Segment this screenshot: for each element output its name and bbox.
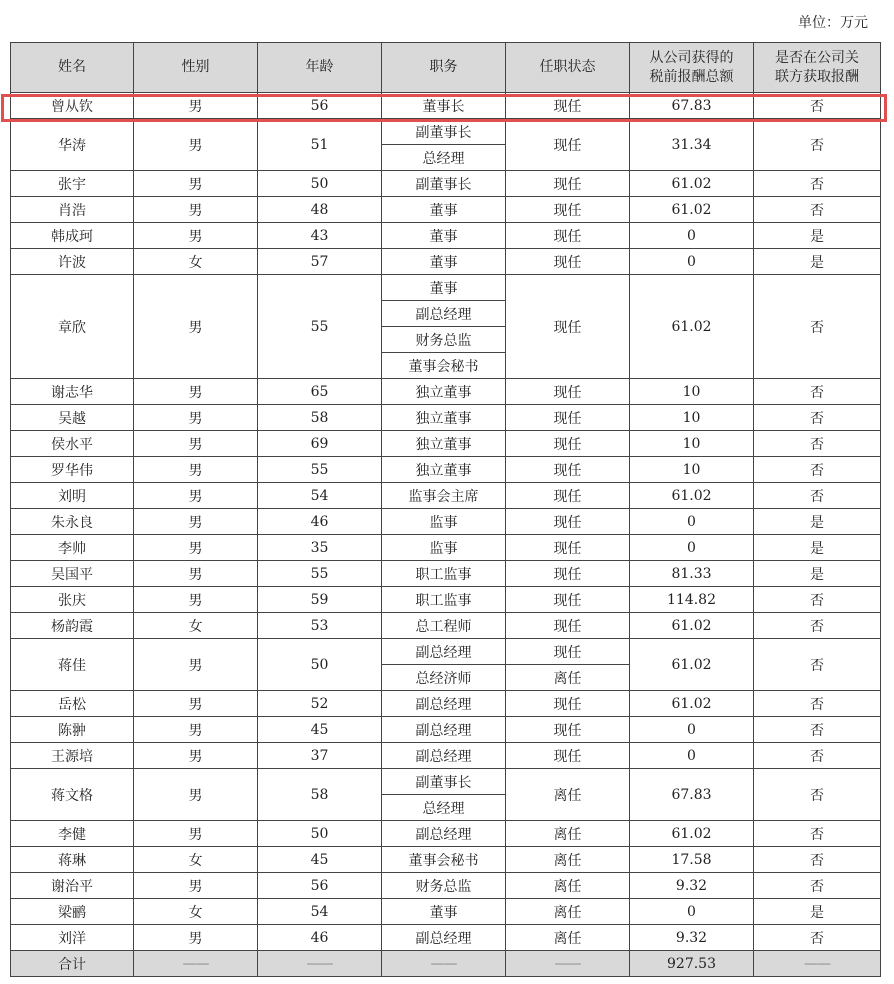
cell-position: 董事会秘书 bbox=[382, 847, 506, 873]
cell-status: 现任 bbox=[506, 457, 630, 483]
cell-status: 现任 bbox=[506, 509, 630, 535]
total-position: —— bbox=[382, 951, 506, 977]
header-position: 职务 bbox=[382, 43, 506, 93]
table-row bbox=[11, 691, 881, 717]
cell-name: 曾从钦 bbox=[11, 93, 134, 119]
table-row bbox=[11, 249, 881, 275]
cell-related: 是 bbox=[754, 249, 881, 275]
cell-name: 许波 bbox=[11, 249, 134, 275]
cell-position: 独立董事 bbox=[382, 457, 506, 483]
cell-name: 谢治平 bbox=[11, 873, 134, 899]
table-row bbox=[11, 119, 881, 145]
cell-gender: 男 bbox=[134, 275, 258, 379]
cell-pay: 61.02 bbox=[630, 483, 754, 509]
cell-related: 是 bbox=[754, 535, 881, 561]
cell-related: 否 bbox=[754, 613, 881, 639]
cell-related: 是 bbox=[754, 509, 881, 535]
cell-gender: 男 bbox=[134, 431, 258, 457]
cell-status: 离任 bbox=[506, 847, 630, 873]
cell-gender: 男 bbox=[134, 743, 258, 769]
cell-gender: 男 bbox=[134, 717, 258, 743]
cell-age: 65 bbox=[258, 379, 382, 405]
cell-pay: 0 bbox=[630, 743, 754, 769]
cell-position: 职工监事 bbox=[382, 561, 506, 587]
cell-status: 现任 bbox=[506, 561, 630, 587]
table-row bbox=[11, 925, 881, 951]
cell-name: 张庆 bbox=[11, 587, 134, 613]
cell-related: 否 bbox=[754, 925, 881, 951]
cell-related: 否 bbox=[754, 405, 881, 431]
cell-gender: 男 bbox=[134, 223, 258, 249]
header-name: 姓名 bbox=[11, 43, 134, 93]
cell-position: 董事 bbox=[382, 899, 506, 925]
cell-name: 罗华伟 bbox=[11, 457, 134, 483]
table-row bbox=[11, 535, 881, 561]
cell-status: 现任 bbox=[506, 691, 630, 717]
cell-position: 董事 bbox=[382, 249, 506, 275]
header-related-line2: 联方获取报酬 bbox=[775, 68, 859, 85]
cell-pay: 31.34 bbox=[630, 119, 754, 171]
cell-pay: 0 bbox=[630, 717, 754, 743]
cell-related: 是 bbox=[754, 561, 881, 587]
cell-pay: 61.02 bbox=[630, 275, 754, 379]
table-row bbox=[11, 717, 881, 743]
cell-status: 离任 bbox=[506, 769, 630, 821]
total-gender: —— bbox=[134, 951, 258, 977]
header-age: 年龄 bbox=[258, 43, 382, 93]
cell-position: 总经理 bbox=[382, 145, 506, 171]
cell-related: 否 bbox=[754, 119, 881, 171]
cell-position: 监事 bbox=[382, 535, 506, 561]
unit-label: 单位：万元 bbox=[798, 15, 868, 31]
cell-position: 副总经理 bbox=[382, 743, 506, 769]
cell-gender: 男 bbox=[134, 93, 258, 119]
cell-gender: 男 bbox=[134, 561, 258, 587]
table-row bbox=[11, 483, 881, 509]
cell-name: 谢志华 bbox=[11, 379, 134, 405]
cell-status: 现任 bbox=[506, 639, 630, 665]
cell-gender: 女 bbox=[134, 847, 258, 873]
cell-status: 现任 bbox=[506, 379, 630, 405]
table-row bbox=[11, 171, 881, 197]
cell-gender: 女 bbox=[134, 613, 258, 639]
cell-age: 57 bbox=[258, 249, 382, 275]
cell-gender: 男 bbox=[134, 379, 258, 405]
cell-position: 财务总监 bbox=[382, 327, 506, 353]
cell-pay: 61.02 bbox=[630, 171, 754, 197]
cell-position: 副总经理 bbox=[382, 717, 506, 743]
cell-gender: 男 bbox=[134, 535, 258, 561]
table-row bbox=[11, 275, 881, 301]
cell-position: 总经济师 bbox=[382, 665, 506, 691]
cell-name: 肖浩 bbox=[11, 197, 134, 223]
cell-status: 离任 bbox=[506, 925, 630, 951]
cell-position: 副总经理 bbox=[382, 821, 506, 847]
cell-related: 否 bbox=[754, 483, 881, 509]
total-label: 合计 bbox=[11, 951, 134, 977]
cell-age: 37 bbox=[258, 743, 382, 769]
cell-age: 46 bbox=[258, 925, 382, 951]
cell-gender: 男 bbox=[134, 639, 258, 691]
cell-age: 59 bbox=[258, 587, 382, 613]
cell-age: 43 bbox=[258, 223, 382, 249]
cell-gender: 男 bbox=[134, 925, 258, 951]
cell-pay: 61.02 bbox=[630, 613, 754, 639]
cell-name: 王源培 bbox=[11, 743, 134, 769]
cell-age: 55 bbox=[258, 275, 382, 379]
cell-pay: 61.02 bbox=[630, 197, 754, 223]
cell-related: 否 bbox=[754, 821, 881, 847]
cell-pay: 61.02 bbox=[630, 821, 754, 847]
cell-related: 否 bbox=[754, 873, 881, 899]
cell-position: 总经理 bbox=[382, 795, 506, 821]
cell-age: 45 bbox=[258, 717, 382, 743]
cell-pay: 10 bbox=[630, 457, 754, 483]
cell-position: 副董事长 bbox=[382, 119, 506, 145]
cell-name: 杨韵霞 bbox=[11, 613, 134, 639]
cell-gender: 男 bbox=[134, 873, 258, 899]
header-related-line1: 是否在公司关 bbox=[775, 49, 859, 66]
table-row bbox=[11, 899, 881, 925]
cell-name: 梁鹂 bbox=[11, 899, 134, 925]
cell-gender: 男 bbox=[134, 197, 258, 223]
cell-gender: 男 bbox=[134, 171, 258, 197]
cell-related: 否 bbox=[754, 93, 881, 119]
cell-position: 独立董事 bbox=[382, 405, 506, 431]
cell-pay: 114.82 bbox=[630, 587, 754, 613]
cell-position: 董事长 bbox=[382, 93, 506, 119]
table-row bbox=[11, 639, 881, 665]
table-row bbox=[11, 93, 881, 119]
cell-position: 职工监事 bbox=[382, 587, 506, 613]
cell-position: 财务总监 bbox=[382, 873, 506, 899]
cell-status: 现任 bbox=[506, 431, 630, 457]
cell-pay: 0 bbox=[630, 509, 754, 535]
cell-position: 副总经理 bbox=[382, 639, 506, 665]
cell-position: 副董事长 bbox=[382, 769, 506, 795]
table-row bbox=[11, 769, 881, 795]
table-row bbox=[11, 873, 881, 899]
cell-pay: 67.83 bbox=[630, 93, 754, 119]
cell-gender: 男 bbox=[134, 821, 258, 847]
total-related: —— bbox=[754, 951, 881, 977]
cell-pay: 0 bbox=[630, 223, 754, 249]
cell-status: 现任 bbox=[506, 743, 630, 769]
cell-pay: 10 bbox=[630, 431, 754, 457]
cell-status: 现任 bbox=[506, 275, 630, 379]
cell-position: 监事 bbox=[382, 509, 506, 535]
cell-name: 章欣 bbox=[11, 275, 134, 379]
cell-position: 独立董事 bbox=[382, 379, 506, 405]
cell-gender: 男 bbox=[134, 457, 258, 483]
cell-pay: 10 bbox=[630, 405, 754, 431]
cell-related: 否 bbox=[754, 275, 881, 379]
cell-age: 51 bbox=[258, 119, 382, 171]
cell-name: 李健 bbox=[11, 821, 134, 847]
header-gender: 性别 bbox=[134, 43, 258, 93]
total-row bbox=[11, 951, 881, 977]
cell-status: 离任 bbox=[506, 665, 630, 691]
cell-name: 陈翀 bbox=[11, 717, 134, 743]
cell-name: 蒋琳 bbox=[11, 847, 134, 873]
cell-position: 副总经理 bbox=[382, 301, 506, 327]
cell-gender: 男 bbox=[134, 691, 258, 717]
cell-pay: 9.32 bbox=[630, 873, 754, 899]
table-row bbox=[11, 431, 881, 457]
cell-status: 现任 bbox=[506, 483, 630, 509]
table-row bbox=[11, 405, 881, 431]
cell-status: 现任 bbox=[506, 405, 630, 431]
cell-name: 蒋佳 bbox=[11, 639, 134, 691]
table-row bbox=[11, 509, 881, 535]
cell-gender: 男 bbox=[134, 509, 258, 535]
cell-related: 是 bbox=[754, 899, 881, 925]
cell-age: 46 bbox=[258, 509, 382, 535]
cell-related: 否 bbox=[754, 431, 881, 457]
header-pay-line1: 从公司获得的 bbox=[649, 49, 734, 66]
cell-status: 现任 bbox=[506, 223, 630, 249]
cell-position: 独立董事 bbox=[382, 431, 506, 457]
cell-status: 现任 bbox=[506, 197, 630, 223]
cell-related: 否 bbox=[754, 717, 881, 743]
compensation-table bbox=[10, 42, 881, 977]
cell-status: 现任 bbox=[506, 587, 630, 613]
cell-age: 58 bbox=[258, 769, 382, 821]
cell-name: 李帅 bbox=[11, 535, 134, 561]
total-status: —— bbox=[506, 951, 630, 977]
table-row bbox=[11, 223, 881, 249]
cell-status: 现任 bbox=[506, 249, 630, 275]
cell-related: 是 bbox=[754, 223, 881, 249]
cell-related: 否 bbox=[754, 197, 881, 223]
cell-age: 55 bbox=[258, 561, 382, 587]
cell-gender: 男 bbox=[134, 483, 258, 509]
cell-related: 否 bbox=[754, 691, 881, 717]
cell-status: 现任 bbox=[506, 171, 630, 197]
cell-related: 否 bbox=[754, 587, 881, 613]
cell-status: 离任 bbox=[506, 821, 630, 847]
cell-related: 否 bbox=[754, 847, 881, 873]
table-row bbox=[11, 587, 881, 613]
cell-name: 张宇 bbox=[11, 171, 134, 197]
cell-pay: 61.02 bbox=[630, 691, 754, 717]
header-related bbox=[754, 43, 881, 93]
cell-position: 董事 bbox=[382, 275, 506, 301]
cell-position: 董事会秘书 bbox=[382, 353, 506, 379]
cell-gender: 男 bbox=[134, 587, 258, 613]
cell-name: 岳松 bbox=[11, 691, 134, 717]
cell-age: 55 bbox=[258, 457, 382, 483]
cell-age: 50 bbox=[258, 821, 382, 847]
table-row bbox=[11, 613, 881, 639]
table-row bbox=[11, 821, 881, 847]
cell-status: 现任 bbox=[506, 119, 630, 171]
cell-name: 朱永良 bbox=[11, 509, 134, 535]
cell-position: 副总经理 bbox=[382, 691, 506, 717]
total-pay: 927.53 bbox=[630, 951, 754, 977]
cell-name: 蒋文格 bbox=[11, 769, 134, 821]
cell-gender: 男 bbox=[134, 769, 258, 821]
cell-age: 58 bbox=[258, 405, 382, 431]
cell-status: 离任 bbox=[506, 873, 630, 899]
cell-status: 现任 bbox=[506, 93, 630, 119]
cell-age: 56 bbox=[258, 93, 382, 119]
cell-age: 69 bbox=[258, 431, 382, 457]
cell-age: 50 bbox=[258, 171, 382, 197]
table-row bbox=[11, 379, 881, 405]
cell-gender: 男 bbox=[134, 119, 258, 171]
cell-related: 否 bbox=[754, 457, 881, 483]
cell-age: 56 bbox=[258, 873, 382, 899]
table-row bbox=[11, 847, 881, 873]
cell-name: 刘明 bbox=[11, 483, 134, 509]
table-row bbox=[11, 743, 881, 769]
cell-age: 35 bbox=[258, 535, 382, 561]
cell-position: 副董事长 bbox=[382, 171, 506, 197]
cell-gender: 男 bbox=[134, 405, 258, 431]
cell-position: 董事 bbox=[382, 223, 506, 249]
cell-pay: 17.58 bbox=[630, 847, 754, 873]
cell-related: 否 bbox=[754, 171, 881, 197]
cell-pay: 0 bbox=[630, 899, 754, 925]
cell-age: 50 bbox=[258, 639, 382, 691]
cell-name: 刘洋 bbox=[11, 925, 134, 951]
cell-age: 45 bbox=[258, 847, 382, 873]
cell-name: 吴国平 bbox=[11, 561, 134, 587]
cell-age: 48 bbox=[258, 197, 382, 223]
table-row bbox=[11, 197, 881, 223]
table-row bbox=[11, 457, 881, 483]
cell-age: 52 bbox=[258, 691, 382, 717]
cell-status: 现任 bbox=[506, 717, 630, 743]
cell-related: 否 bbox=[754, 639, 881, 691]
cell-pay: 0 bbox=[630, 249, 754, 275]
cell-name: 韩成珂 bbox=[11, 223, 134, 249]
cell-pay: 10 bbox=[630, 379, 754, 405]
cell-status: 现任 bbox=[506, 535, 630, 561]
cell-age: 54 bbox=[258, 483, 382, 509]
cell-name: 侯水平 bbox=[11, 431, 134, 457]
cell-gender: 女 bbox=[134, 899, 258, 925]
cell-pay: 81.33 bbox=[630, 561, 754, 587]
total-age: —— bbox=[258, 951, 382, 977]
cell-pay: 61.02 bbox=[630, 639, 754, 691]
cell-pay: 67.83 bbox=[630, 769, 754, 821]
cell-status: 离任 bbox=[506, 899, 630, 925]
cell-related: 否 bbox=[754, 769, 881, 821]
cell-name: 华涛 bbox=[11, 119, 134, 171]
cell-pay: 9.32 bbox=[630, 925, 754, 951]
table-body bbox=[11, 93, 881, 977]
cell-pay: 0 bbox=[630, 535, 754, 561]
cell-position: 副总经理 bbox=[382, 925, 506, 951]
header-status: 任职状态 bbox=[506, 43, 630, 93]
cell-age: 54 bbox=[258, 899, 382, 925]
header-pay bbox=[630, 43, 754, 93]
table-row bbox=[11, 561, 881, 587]
cell-related: 否 bbox=[754, 379, 881, 405]
cell-status: 现任 bbox=[506, 613, 630, 639]
cell-related: 否 bbox=[754, 743, 881, 769]
header-row bbox=[11, 43, 881, 93]
cell-position: 董事 bbox=[382, 197, 506, 223]
cell-name: 吴越 bbox=[11, 405, 134, 431]
cell-position: 监事会主席 bbox=[382, 483, 506, 509]
cell-position: 总工程师 bbox=[382, 613, 506, 639]
cell-gender: 女 bbox=[134, 249, 258, 275]
header-pay-line2: 税前报酬总额 bbox=[649, 68, 734, 85]
cell-age: 53 bbox=[258, 613, 382, 639]
